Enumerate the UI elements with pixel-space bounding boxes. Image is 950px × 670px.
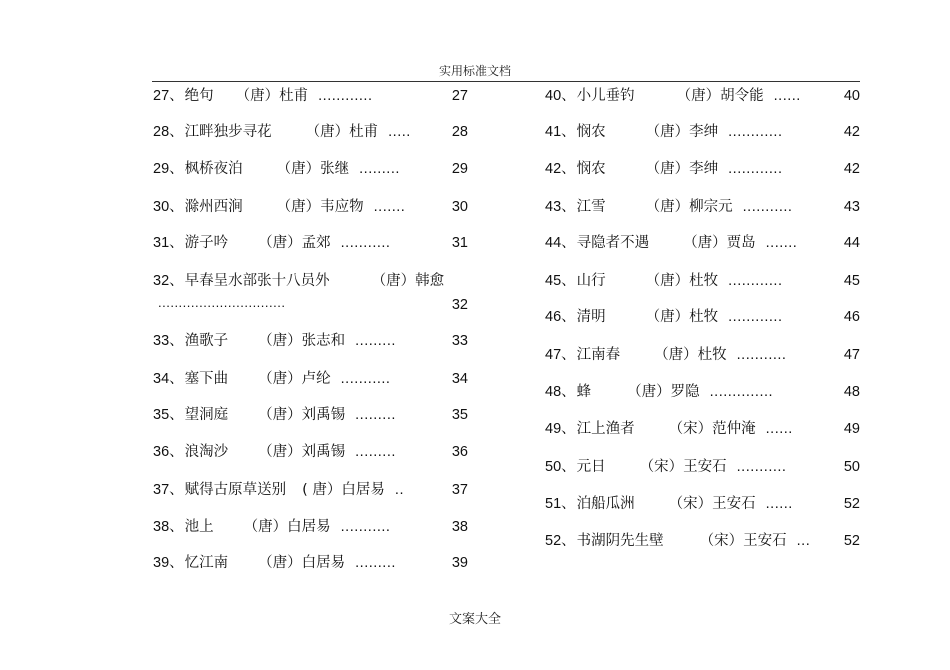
toc-entry[interactable] bbox=[153, 270, 454, 292]
toc-entry-number: 33、 bbox=[153, 333, 184, 349]
toc-entry-number: 31、 bbox=[153, 235, 184, 251]
toc-entry-dynasty: （唐） bbox=[645, 273, 690, 289]
toc-entry-number: 32、 bbox=[153, 273, 184, 289]
toc-entry-dynasty: （唐） bbox=[258, 555, 302, 571]
toc-entry[interactable] bbox=[545, 418, 793, 440]
toc-entry-title: 滁州西涧 bbox=[184, 199, 243, 215]
toc-entry-author: 张志和 bbox=[301, 333, 346, 349]
toc-entry[interactable] bbox=[153, 121, 411, 143]
toc-entry-page-number: 28 bbox=[451, 124, 468, 140]
toc-entry-dynasty: （唐） bbox=[645, 309, 690, 325]
toc-entry-title: 小儿垂钓 bbox=[576, 88, 635, 104]
toc-entry-title: 忆江南 bbox=[184, 555, 229, 571]
toc-entry-dynasty: （唐） bbox=[683, 235, 727, 251]
toc-entry[interactable] bbox=[545, 121, 782, 143]
toc-entry-number: 49、 bbox=[545, 421, 576, 437]
toc-entry-page-number: 40 bbox=[843, 88, 860, 104]
toc-entry-author: 杜牧 bbox=[689, 309, 719, 325]
toc-entry-author: 孟郊 bbox=[301, 235, 331, 251]
toc-entry-author: 王安石 bbox=[743, 533, 787, 549]
toc-entry-author: 贾岛 bbox=[726, 235, 756, 251]
toc-entry-page-number: 39 bbox=[451, 555, 468, 571]
toc-entry-dynasty: （唐） bbox=[676, 88, 721, 104]
toc-entry-leader: ...... bbox=[773, 88, 801, 104]
toc-entry-number: 52、 bbox=[545, 533, 576, 549]
toc-entry-page-number: 42 bbox=[843, 161, 860, 177]
toc-entry-page-number: 34 bbox=[451, 371, 468, 387]
toc-entry[interactable] bbox=[545, 85, 801, 107]
toc-entry[interactable] bbox=[545, 232, 797, 254]
toc-entry-title: 游子吟 bbox=[184, 235, 229, 251]
toc-entry-number: 47、 bbox=[545, 347, 576, 363]
toc-entry-leader: ..... bbox=[388, 124, 411, 140]
toc-entry-leader: .. bbox=[394, 482, 404, 498]
toc-entry-dynasty: （唐） bbox=[258, 407, 302, 423]
toc-entry-author: 杜甫 bbox=[279, 88, 309, 104]
toc-entry-dynasty: （宋） bbox=[639, 459, 684, 475]
toc-entry-page-number: 37 bbox=[451, 482, 468, 498]
toc-entry-number: 38、 bbox=[153, 519, 184, 535]
toc-entry[interactable] bbox=[153, 330, 396, 352]
toc-entry[interactable] bbox=[153, 552, 396, 574]
toc-entry-page-number: 36 bbox=[451, 444, 468, 460]
toc-entry-dynasty: （唐） bbox=[276, 161, 321, 177]
toc-entry-number: 44、 bbox=[545, 235, 576, 251]
toc-entry-page-number: 35 bbox=[451, 407, 468, 423]
toc-entry-title: 枫桥夜泊 bbox=[184, 161, 243, 177]
header-rule bbox=[152, 81, 860, 82]
toc-entry-title: 江南春 bbox=[576, 347, 621, 363]
toc-entry[interactable] bbox=[153, 232, 390, 254]
toc-entry[interactable] bbox=[153, 441, 396, 463]
toc-entry-title: 塞下曲 bbox=[184, 371, 229, 387]
toc-entry[interactable] bbox=[153, 404, 396, 426]
toc-entry-number: 40、 bbox=[545, 88, 576, 104]
toc-entry-title: 望洞庭 bbox=[184, 407, 229, 423]
toc-entry-title: 江畔独步寻花 bbox=[184, 124, 272, 140]
toc-entry-author: 白居易 bbox=[301, 555, 346, 571]
toc-entry-page-number: 49 bbox=[843, 421, 860, 437]
toc-entry-dynasty: （宋） bbox=[668, 496, 713, 512]
toc-entry-leader: ... bbox=[796, 533, 811, 549]
toc-entry-author: 李绅 bbox=[689, 124, 719, 140]
toc-entry-page-number: 47 bbox=[843, 347, 860, 363]
toc-entry-number: 37、 bbox=[153, 482, 184, 498]
toc-entry-author: 刘禹锡 bbox=[301, 444, 346, 460]
toc-entry-dynasty: （唐） bbox=[305, 124, 350, 140]
toc-entry-number: 39、 bbox=[153, 555, 184, 571]
toc-entry-leader: ...... bbox=[765, 421, 793, 437]
toc-entry-dynasty: （宋） bbox=[699, 533, 744, 549]
toc-entry-page-number: 29 bbox=[451, 161, 468, 177]
toc-entry-author: 韩愈 bbox=[415, 273, 445, 289]
toc-entry[interactable] bbox=[153, 479, 404, 501]
toc-entry-author: 白居易 bbox=[287, 519, 331, 535]
toc-entry-author: 卢纶 bbox=[301, 371, 331, 387]
toc-entry-page-number: 42 bbox=[843, 124, 860, 140]
toc-entry-page-number: 44 bbox=[843, 235, 860, 251]
toc-entry-title: 悯农 bbox=[576, 161, 606, 177]
toc-entry-page-number: 46 bbox=[843, 309, 860, 325]
toc-entry-page-number: 52 bbox=[843, 533, 860, 549]
toc-entry-title: 浪淘沙 bbox=[184, 444, 229, 460]
toc-entry-leader: ....... bbox=[765, 235, 798, 251]
toc-entry-author: 杜甫 bbox=[349, 124, 379, 140]
toc-entry-title: 江雪 bbox=[576, 199, 606, 215]
toc-entry-page-number: 30 bbox=[451, 199, 468, 215]
toc-entry-title: 赋得古原草送别 bbox=[184, 482, 287, 498]
toc-entry-leader: ........... bbox=[340, 519, 391, 535]
toc-entry-leader: .............. bbox=[709, 384, 774, 400]
toc-entry-number: 36、 bbox=[153, 444, 184, 460]
toc-entry-leader: ........... bbox=[340, 371, 391, 387]
toc-entry-author: 刘禹锡 bbox=[301, 407, 346, 423]
toc-entry[interactable] bbox=[153, 516, 390, 538]
toc-entry-title: 早春呈水部张十八员外 bbox=[184, 273, 330, 289]
toc-entry-title: 渔歌子 bbox=[184, 333, 229, 349]
toc-entry-page-number: 33 bbox=[451, 333, 468, 349]
toc-entry-number: 45、 bbox=[545, 273, 576, 289]
toc-entry-leader: ............ bbox=[728, 124, 783, 140]
toc-entry-dynasty: （唐） bbox=[235, 88, 280, 104]
toc-entry[interactable] bbox=[545, 270, 782, 292]
toc-entry-number: 42、 bbox=[545, 161, 576, 177]
toc-entry-leader: ....... bbox=[373, 199, 406, 215]
toc-entry-title: 蜂 bbox=[576, 384, 592, 400]
toc-entry-dynasty: （唐） bbox=[645, 161, 690, 177]
toc-entry-leader: ......... bbox=[355, 555, 396, 571]
toc-entry-number: 35、 bbox=[153, 407, 184, 423]
toc-entry-number: 34、 bbox=[153, 371, 184, 387]
toc-entry[interactable] bbox=[153, 158, 400, 180]
toc-entry[interactable] bbox=[545, 530, 810, 552]
toc-entry-author: 张继 bbox=[320, 161, 350, 177]
toc-entry-leader: ......... bbox=[355, 444, 396, 460]
toc-entry-title: 池上 bbox=[184, 519, 214, 535]
toc-entry-author: 杜牧 bbox=[689, 273, 719, 289]
toc-entry-title: 悯农 bbox=[576, 124, 606, 140]
toc-entry-leader: ........... bbox=[736, 347, 787, 363]
toc-entry[interactable] bbox=[545, 493, 793, 515]
toc-entry-dynasty: （唐） bbox=[276, 199, 321, 215]
toc-entry-title: 江上渔者 bbox=[576, 421, 635, 437]
toc-entry-number: 30、 bbox=[153, 199, 184, 215]
toc-entry-number: 50、 bbox=[545, 459, 576, 475]
toc-entry[interactable] bbox=[545, 381, 773, 403]
toc-entry-page-number: 50 bbox=[843, 459, 860, 475]
page-header: 实用标准文档 bbox=[438, 64, 511, 78]
page-footer: 文案大全 bbox=[448, 612, 501, 627]
toc-entry[interactable] bbox=[153, 368, 390, 390]
toc-entry[interactable] bbox=[545, 158, 782, 180]
toc-entry-number: 43、 bbox=[545, 199, 576, 215]
toc-entry[interactable] bbox=[545, 196, 792, 218]
toc-entry-number: 51、 bbox=[545, 496, 576, 512]
toc-entry[interactable] bbox=[545, 456, 786, 478]
toc-entry-dynasty: （唐） bbox=[371, 273, 416, 289]
toc-entry-leader: ........... bbox=[340, 235, 391, 251]
toc-entry-page-number: 48 bbox=[843, 384, 860, 400]
toc-entry[interactable] bbox=[545, 344, 786, 366]
toc-entry-author: 柳宗元 bbox=[689, 199, 733, 215]
toc-entry-leader: ........... bbox=[736, 459, 787, 475]
toc-entry-leader: ......... bbox=[359, 161, 400, 177]
toc-entry-dynasty: （唐） bbox=[645, 199, 690, 215]
toc-entry-dynasty: （唐） bbox=[258, 235, 302, 251]
toc-entry-leader: ........... bbox=[742, 199, 793, 215]
toc-entry-number: 29、 bbox=[153, 161, 184, 177]
toc-entry-author: 李绅 bbox=[689, 161, 719, 177]
toc-entry-dynasty: （唐） bbox=[258, 333, 302, 349]
toc-entry-page-number: 52 bbox=[843, 496, 860, 512]
toc-entry-number: 41、 bbox=[545, 124, 576, 140]
toc-entry-page-number: 32 bbox=[451, 297, 468, 313]
toc-entry-leader: ............ bbox=[728, 273, 783, 289]
toc-entry-title: 书湖阴先生壁 bbox=[576, 533, 664, 549]
toc-entry-author: 胡令能 bbox=[720, 88, 764, 104]
toc-entry-dynasty: （宋） bbox=[668, 421, 713, 437]
toc-entry-title: 山行 bbox=[576, 273, 606, 289]
toc-entry-dynasty: （唐） bbox=[258, 444, 302, 460]
toc-entry-leader: ......... bbox=[355, 333, 396, 349]
toc-entry-dynasty: （唐） bbox=[258, 371, 302, 387]
toc-entry-leader: ............ bbox=[728, 161, 783, 177]
toc-entry-author: 韦应物 bbox=[320, 199, 364, 215]
toc-entry-title: 元日 bbox=[576, 459, 606, 475]
toc-entry-author: 范仲淹 bbox=[712, 421, 756, 437]
toc-entry-leader: ......... bbox=[355, 407, 396, 423]
toc-entry[interactable] bbox=[545, 306, 782, 328]
toc-entry-title: 泊船瓜洲 bbox=[576, 496, 635, 512]
toc-entry-page-number: 38 bbox=[451, 519, 468, 535]
toc-entry-page-number: 43 bbox=[843, 199, 860, 215]
toc-entry-dynasty: （唐） bbox=[627, 384, 671, 400]
toc-entry-number: 28、 bbox=[153, 124, 184, 140]
toc-entry-leader: ............ bbox=[318, 88, 373, 104]
toc-entry-dynasty: （唐） bbox=[645, 124, 690, 140]
toc-entry-author: 杜牧 bbox=[697, 347, 727, 363]
toc-entry-author: 王安石 bbox=[683, 459, 727, 475]
toc-entry[interactable] bbox=[153, 85, 372, 107]
toc-entry-leader-wrapped: ............................... bbox=[158, 295, 286, 310]
toc-entry-leader: ............ bbox=[728, 309, 783, 325]
toc-entry-page-number: 27 bbox=[451, 88, 468, 104]
toc-entry-number: 27、 bbox=[153, 88, 184, 104]
toc-entry-dynasty: （唐） bbox=[243, 519, 288, 535]
toc-entry-page-number: 31 bbox=[451, 235, 468, 251]
toc-entry[interactable] bbox=[153, 196, 405, 218]
toc-entry-title: 清明 bbox=[576, 309, 606, 325]
toc-entry-page-number: 45 bbox=[843, 273, 860, 289]
toc-entry-author: 王安石 bbox=[712, 496, 756, 512]
toc-entry-dynasty: （唐） bbox=[654, 347, 698, 363]
toc-entry-number: 48、 bbox=[545, 384, 576, 400]
toc-entry-title: 绝句 bbox=[184, 88, 214, 104]
toc-entry-author: 白居易 bbox=[341, 482, 385, 498]
toc-entry-number: 46、 bbox=[545, 309, 576, 325]
toc-entry-dynasty: ( 唐） bbox=[302, 482, 342, 498]
toc-entry-title: 寻隐者不遇 bbox=[576, 235, 650, 251]
toc-entry-author: 罗隐 bbox=[670, 384, 700, 400]
toc-entry-leader: ...... bbox=[765, 496, 793, 512]
